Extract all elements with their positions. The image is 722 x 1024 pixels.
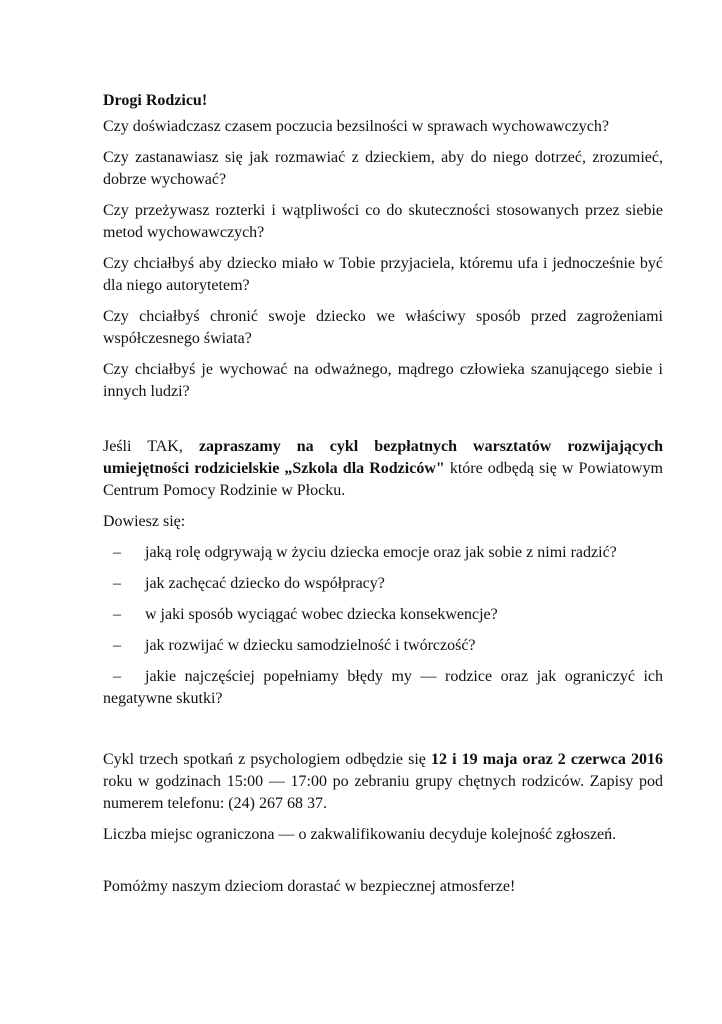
question-3: Czy przeżywasz rozterki i wątpliwości co do skuteczności stosowanych przez siebie metod wychowawczych? — [103, 202, 663, 241]
dash-bullet: – — [113, 637, 121, 654]
question-4: Czy chciałbyś aby dziecko miało w Tobie przyjaciela, któremu ufa i jednocześnie być dla niego autorytetem? — [103, 255, 663, 294]
invitation-prefix: Jeśli TAK, — [103, 438, 199, 455]
dash-bullet: – — [113, 668, 121, 685]
question-1: Czy doświadczasz czasem poczucia bezsilności w sprawach wychowawczych? — [103, 118, 609, 135]
letter-page — [103, 90, 663, 898]
learn-item-text: jak zachęcać dziecko do współpracy? — [145, 575, 385, 592]
dash-bullet: – — [113, 575, 121, 592]
learn-item-text: jakie najczęściej popełniamy błędy my — rodzice oraz jak ograniczyć ich negatywne skutki? — [103, 668, 663, 707]
question-2: Czy zastanawiasz się jak rozmawiać z dzieckiem, aby do niego dotrzeć, zrozumieć, dobrze wychować? — [103, 149, 663, 188]
dash-bullet: – — [113, 606, 121, 623]
question-6: Czy chciałbyś je wychować na odważnego, mądrego człowieka szanującego siebie i innych ludzi? — [103, 361, 663, 400]
learn-intro: Dowiesz się: — [103, 513, 186, 530]
schedule-dates: 12 i 19 maja oraz 2 czerwca 2016 — [431, 751, 664, 768]
greeting: Drogi Rodzicu! — [103, 92, 208, 109]
dash-bullet: – — [113, 544, 121, 561]
schedule-paragraph — [103, 749, 663, 815]
schedule-prefix: Cykl trzech spotkań z psychologiem odbędzie się — [103, 751, 431, 768]
closing-line: Pomóżmy naszym dzieciom dorastać w bezpiecznej atmosferze! — [103, 878, 516, 895]
learn-item-5 — [103, 666, 663, 710]
limit-notice: Liczba miejsc ograniczona — o zakwalifikowaniu decyduje kolejność zgłoszeń. — [103, 826, 617, 843]
learn-item-text: jak rozwijać w dziecku samodzielność i twórczość? — [145, 637, 476, 654]
learn-item-3 — [103, 604, 663, 626]
learn-item-1 — [103, 542, 663, 564]
question-5: Czy chciałbyś chronić swoje dziecko we właściwy sposób przed zagrożeniami współczesnego świata? — [103, 308, 663, 347]
invitation-paragraph — [103, 436, 663, 502]
invitation-highlight: zapraszamy na cykl bezpłatnych warsztatów rozwijających umiejętności rodzicielskie „Szkola dla Rodziców" — [103, 438, 664, 477]
invitation-suffix: które odbędą się w Powiatowym Centrum Pomocy Rodzinie w Płocku. — [103, 460, 663, 499]
learn-item-4 — [103, 635, 663, 657]
learn-item-text: jaką rolę odgrywają w życiu dziecka emocje oraz jak sobie z nimi radzić? — [145, 544, 617, 561]
learn-item-text: w jaki sposób wyciągać wobec dziecka konsekwencje? — [145, 606, 498, 623]
learn-item-2 — [103, 573, 663, 595]
schedule-suffix: roku w godzinach 15:00 — 17:00 po zebraniu grupy chętnych rodziców. Zapisy pod numerem telefonu: (24) 267 68 37. — [103, 773, 663, 812]
learn-list — [103, 542, 663, 710]
